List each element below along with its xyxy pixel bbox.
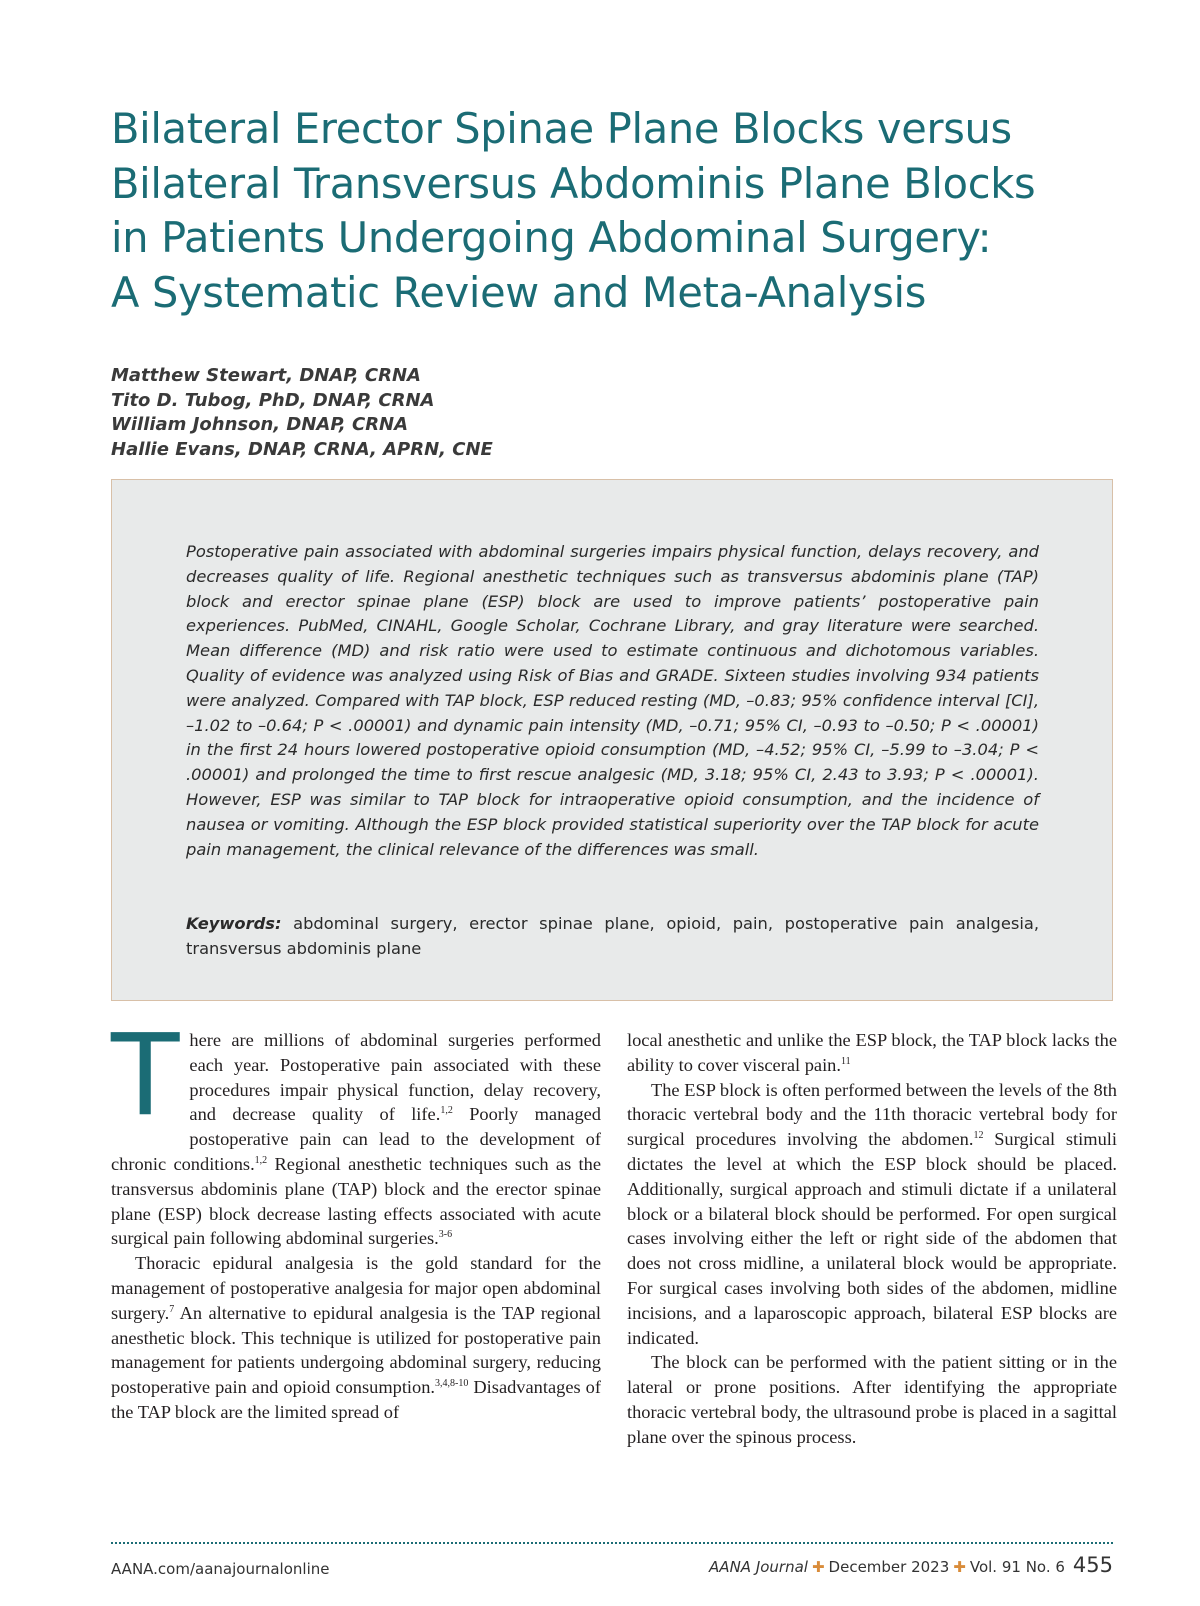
title-line: in Patients Undergoing Abdominal Surgery: (111, 213, 992, 262)
footer-date: December 2023 (828, 1558, 950, 1576)
author: Tito D. Tubog, PhD, DNAP, CRNA (111, 389, 435, 411)
body-column-left (111, 1011, 602, 1425)
article-title (111, 102, 1121, 320)
footer-volume: Vol. 91 No. 6 (969, 1558, 1065, 1576)
keywords (186, 912, 1039, 962)
footer-citation (709, 1553, 1113, 1577)
author: Hallie Evans, DNAP, CRNA, APRN, CNE (111, 438, 493, 460)
citation: 3,4,8-10 (435, 1378, 469, 1390)
footer-divider (111, 1542, 1113, 1544)
plus-icon: ✚ (953, 1558, 966, 1576)
footer-url[interactable]: AANA.com/aanajournalonline (111, 1560, 330, 1578)
title-line: A Systematic Review and Meta-Analysis (111, 267, 927, 317)
keywords-label: Keywords: (186, 914, 282, 933)
drop-cap: T (111, 1011, 180, 1141)
keywords-list: abdominal surgery, erector spinae plane, opioid, pain, postoperative pain analgesia, transversus abdominis plane (186, 914, 1039, 958)
author: William Johnson, DNAP, CRNA (111, 414, 409, 435)
citation: 11 (840, 1055, 851, 1067)
body-paragraph: Thoracic epidural analgesia is the gold standard for the management of postoperative analgesia for major open abdominal surgery.$^7$ An alternative to epidural analgesia is the TAP regional anesthetic block. This technique is utilized for postoperative pain management for patients undergoing abdominal surgery, reducing postoperative pain and opioid consumption.$^{3,4,8-10}$ Disadvantages of the TAP block are the limited spread of (111, 1253, 602, 1422)
abstract-box (111, 479, 1113, 1001)
page-number: 455 (1072, 1553, 1113, 1577)
title-line: Bilateral Erector Spinae Plane Blocks versus (111, 104, 1012, 153)
body-column-right (627, 1028, 1117, 1450)
body-paragraph: local anesthetic and unlike the ESP block, the TAP block lacks the ability to cover visceral pain.$^{11}$ (627, 1030, 1117, 1075)
author: Matthew Stewart, DNAP, CRNA (111, 365, 421, 386)
body-paragraph: There are millions of abdominal surgeries performed each year. Postoperative pain associated with these procedures impair physical function, delay recovery, and decrease quality of life.$^{1,2}$ Poorly managed postoperative pain can lead to the development of chronic conditions.$^{1,2}$ Regional anesthetic techniques such as the transversus abdominis plane (TAP) block and the erector spinae plane (ESP) block decrease lasting effects associated with acute surgical pain following abdominal surgeries.$^{3-6}$ (111, 1011, 602, 1249)
author-list (111, 364, 493, 462)
citation: 1,2 (440, 1105, 453, 1117)
citation: 7 (169, 1303, 175, 1315)
citation: 1,2 (254, 1154, 268, 1166)
body-paragraph: The ESP block is often performed between the levels of the 8th thoracic vertebral body and the 11th thoracic vertebral body for surgical procedures involving the abdomen.$^{12}$ Surgical stimuli dictates the level at which the ESP block should be placed. Additionally, surgical approach and stimuli dictate if a unilateral block or a bilateral block should be performed. For open surgical cases involving either the left or right side of the abdomen that does not cross midline, a unilateral block would be appropriate. For surgical cases involving both sides of the abdomen, midline incisions, and a laparoscopic approach, bilateral ESP blocks are indicated. (627, 1079, 1117, 1348)
citation: 12 (973, 1130, 984, 1142)
citation: 3-6 (438, 1229, 453, 1241)
body-paragraph: The block can be performed with the patient sitting or in the lateral or prone positions. After identifying the appropriate thoracic vertebral body, the ultrasound probe is placed in a sagittal plane over the spinous process. (627, 1352, 1117, 1447)
title-line: Bilateral Transversus Abdominis Plane Blocks (111, 158, 1036, 208)
abstract-text: Postoperative pain associated with abdominal surgeries impairs physical function, delays recovery, and decreases quality of life. Regional anesthetic techniques such as transversus abdominis plane (TAP) block and erector spinae plane (ESP) block are used to improve patients’ postoperative pain experiences. PubMed, CINAHL, Google Scholar, Cochrane Library, and gray literature were searched. Mean difference (MD) and risk ratio were used to estimate continuous and dichotomous variables. Quality of evidence was analyzed using Risk of Bias and GRADE. Sixteen studies involving 934 patients were analyzed. Compared with TAP block, ESP reduced resting (MD, –0.83; 95% confidence interval [CI], –1.02 to –0.64; P < .00001) and dynamic pain intensity (MD, –0.71; 95% CI, –0.93 to –0.50; P < .00001) in the first 24 hours lowered postoperative opioid consumption (MD, –4.52; 95% CI, –5.99 to –3.04; P < .00001) and prolonged the time to first rescue analgesic (MD, 3.18; 95% CI, 2.43 to 3.93; P < .00001). However, ESP was similar to TAP block for intraoperative opioid consumption, and the incidence of nausea or vomiting. Although the ESP block provided statistical superiority over the TAP block for acute pain management, the clinical relevance of the differences was small. (186, 542, 1039, 859)
footer-journal: AANA Journal (709, 1558, 808, 1576)
plus-icon: ✚ (811, 1558, 825, 1576)
